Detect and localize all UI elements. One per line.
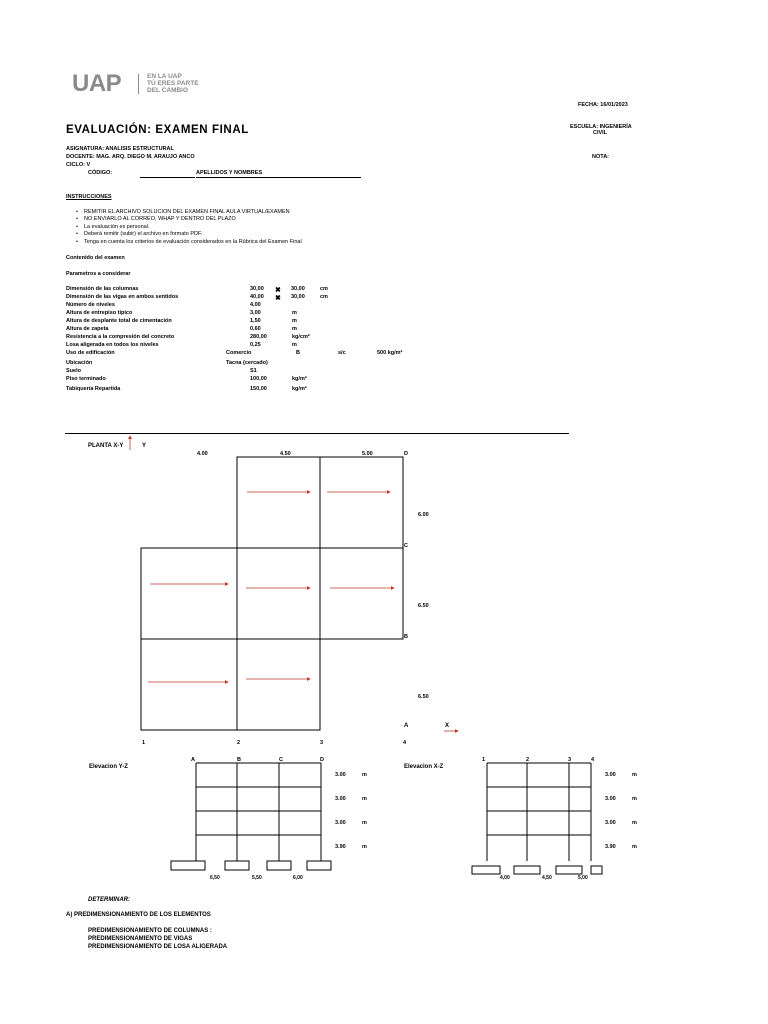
param-label: Tabiquería Repartida bbox=[66, 386, 121, 392]
story-height: 3.90 bbox=[605, 844, 616, 850]
task-item: PREDIMENSIONAMIENTO DE LOSA ALIGERADA bbox=[88, 944, 228, 950]
plan-bay bbox=[320, 548, 403, 639]
instruction-item: • REMITIR EL ARCHIVO SOLUCION DEL EXAMEN FINAL AULA VIRTUAL/EXAMEN bbox=[76, 209, 302, 216]
unit-label: m bbox=[362, 820, 367, 826]
elevation-yz-title: Elevacion Y-Z bbox=[89, 764, 128, 770]
story-height: 3.00 bbox=[335, 796, 346, 802]
code-field[interactable] bbox=[140, 177, 195, 178]
instruction-item: • NO ENVIARLO AL CORREO, WHAP Y DENTRO DEL PLAZO bbox=[76, 216, 302, 223]
times-icon: ✖ bbox=[275, 287, 281, 294]
dim-top-1: 4.00 bbox=[197, 451, 208, 457]
param-unit: kg/cm² bbox=[292, 334, 310, 340]
param-value: 40,00 bbox=[250, 294, 264, 300]
dim-top-3: 5.00 bbox=[362, 451, 373, 457]
y-axis-label: Y bbox=[142, 443, 147, 449]
task-item: PREDIMENSIONAMIENTO DE COLUMNAS : bbox=[88, 928, 212, 934]
x-axis-label: X bbox=[445, 723, 450, 729]
footing bbox=[267, 861, 291, 870]
times-icon: ✖ bbox=[275, 295, 281, 302]
exam-date: FECHA: 16/01/2023 bbox=[578, 102, 628, 108]
logo-divider bbox=[138, 74, 139, 94]
col-label-1: 1 bbox=[142, 740, 146, 746]
plan-bay bbox=[237, 457, 320, 548]
param-label: Ubicación bbox=[66, 360, 93, 366]
name-label: APELLIDOS Y NOMBRES bbox=[196, 170, 263, 176]
span-dim: 4,50 bbox=[542, 875, 552, 881]
param-unit: kg/m² bbox=[292, 386, 307, 392]
plan-xy-drawing bbox=[60, 430, 480, 750]
unit-label: m bbox=[632, 820, 637, 826]
elevation-xz-drawing bbox=[400, 752, 650, 882]
plan-bay bbox=[320, 457, 403, 548]
elev-yz-col-a: A bbox=[191, 757, 195, 763]
param-value: 150,00 bbox=[250, 386, 267, 392]
param-label: Altura de entrepiso típico bbox=[66, 310, 133, 316]
story-height: 3.00 bbox=[605, 772, 616, 778]
params-heading: Parametros a considerar bbox=[66, 271, 131, 277]
param-label: Piso terminado bbox=[66, 376, 106, 382]
param-label: Uso de edificación bbox=[66, 350, 115, 356]
instruction-item: • La evaluación es personal. bbox=[76, 224, 302, 231]
dim-right-1: 6.00 bbox=[418, 512, 429, 518]
param-label: Altura de desplante total de cimentación bbox=[66, 318, 172, 324]
footing bbox=[472, 866, 500, 874]
plan-bay bbox=[237, 639, 320, 730]
story-height: 3.00 bbox=[605, 820, 616, 826]
dim-right-2: 6.50 bbox=[418, 603, 429, 609]
param-value: 100,00 bbox=[250, 376, 267, 382]
elev-xz-col-3: 3 bbox=[568, 757, 572, 763]
param-value: 280,00 bbox=[250, 334, 267, 340]
param-value: 0,60 bbox=[250, 326, 261, 332]
param-unit: cm bbox=[320, 294, 328, 300]
unit-label: m bbox=[362, 772, 367, 778]
col-label-3: 3 bbox=[320, 740, 324, 746]
row-label-c: C bbox=[404, 543, 408, 549]
elev-xz-col-2: 2 bbox=[526, 757, 530, 763]
footing bbox=[225, 861, 249, 870]
story-height: 3.00 bbox=[335, 772, 346, 778]
param-label: Dimensión de las columnas bbox=[66, 286, 139, 292]
footing bbox=[514, 866, 540, 874]
param-unit: m bbox=[292, 310, 297, 316]
span-dim: 6,00 bbox=[293, 875, 303, 881]
instruction-item: • Tenga en cuenta los criterios de evaluación considerados en la Rúbrica del Examen Final bbox=[76, 239, 302, 246]
plan-title: PLANTA X-Y bbox=[88, 443, 124, 449]
story-height: 3.00 bbox=[335, 820, 346, 826]
span-dim: 6,50 bbox=[210, 875, 220, 881]
footing bbox=[556, 866, 582, 874]
param-value-2: 30,00 bbox=[291, 294, 305, 300]
param-value: 3,00 bbox=[250, 310, 261, 316]
param-value: 30,00 bbox=[250, 286, 264, 292]
row-label-b: B bbox=[404, 634, 408, 640]
school-label: ESCUELA: INGENIERÍA CIVIL bbox=[570, 124, 632, 136]
instructions-list bbox=[76, 209, 302, 246]
determine-label: DETERMINAR: bbox=[88, 897, 130, 903]
row-label-d: D bbox=[404, 451, 408, 457]
param-value-2: 30,00 bbox=[291, 286, 305, 292]
param-unit: kg/m² bbox=[292, 376, 307, 382]
story-height: 3.90 bbox=[335, 844, 346, 850]
param-unit: cm bbox=[320, 286, 328, 292]
dim-top-2: 4.50 bbox=[280, 451, 291, 457]
param-value: S1 bbox=[250, 368, 257, 374]
param-unit: m bbox=[292, 342, 297, 348]
elev-xz-col-4: 4 bbox=[591, 757, 595, 763]
unit-label: m bbox=[362, 796, 367, 802]
span-dim: 4,00 bbox=[500, 875, 510, 881]
param-unit: m bbox=[292, 326, 297, 332]
elev-xz-col-1: 1 bbox=[482, 757, 486, 763]
param-label: Altura de zapeta bbox=[66, 326, 109, 332]
name-field[interactable] bbox=[196, 177, 361, 178]
param-label: Resistencia a la compresión del concreto bbox=[66, 334, 175, 340]
param-live-load-label: s/c bbox=[338, 350, 346, 356]
course-line: ASIGNATURA: ANALISIS ESTRUCTURAL bbox=[66, 146, 174, 152]
param-unit: m bbox=[292, 318, 297, 324]
elevation-yz-drawing bbox=[85, 752, 385, 882]
param-label: Número de niveles bbox=[66, 302, 115, 308]
plan-bay bbox=[237, 548, 320, 639]
row-label-a: A bbox=[404, 723, 409, 729]
page-title: EVALUACIÓN: EXAMEN FINAL bbox=[66, 124, 249, 136]
instructions-heading: INSTRUCCIONES bbox=[66, 194, 112, 200]
param-value: 4,00 bbox=[250, 302, 261, 308]
teacher-line: DOCENTE: MAG. ARQ. DIEGO M. ARAUJO ANCO bbox=[66, 154, 195, 160]
instruction-item: • Deberá remitir (subir) el archivo en formato PDF. bbox=[76, 231, 302, 238]
col-label-4: 4 bbox=[403, 740, 407, 746]
elev-yz-col-d: D bbox=[320, 757, 324, 763]
col-label-2: 2 bbox=[237, 740, 241, 746]
dim-right-3: 6.50 bbox=[418, 694, 429, 700]
footing bbox=[171, 861, 205, 870]
section-a-heading: A) PREDIMENSIONAMIENTO DE LOS ELEMENTOS bbox=[66, 912, 211, 918]
unit-label: m bbox=[632, 796, 637, 802]
elev-yz-col-c: C bbox=[279, 757, 283, 763]
cycle-line: CICLO: V bbox=[66, 162, 91, 168]
elev-yz-col-b: B bbox=[237, 757, 241, 763]
logo-tagline: EN LA UAP TÚ ERES PARTE DEL CAMBIO bbox=[147, 73, 199, 94]
footing bbox=[307, 861, 331, 870]
elevation-xz-title: Elevacion X-Z bbox=[404, 764, 444, 770]
param-label: Losa aligerada en todos los niveles bbox=[66, 342, 159, 348]
param-unit: 500 kg/m² bbox=[377, 350, 403, 356]
param-value: 1,50 bbox=[250, 318, 261, 324]
span-dim: 5,50 bbox=[252, 875, 262, 881]
unit-label: m bbox=[632, 844, 637, 850]
uap-logo: UAP bbox=[72, 70, 122, 97]
unit-label: m bbox=[632, 772, 637, 778]
param-label: Dimensión de las vigas en ambos sentidos bbox=[66, 294, 179, 300]
span-dim: 5,00 bbox=[578, 875, 588, 881]
param-label: Suelo bbox=[66, 368, 81, 374]
param-value: Tacna (cercado) bbox=[226, 360, 268, 366]
param-category: B bbox=[296, 350, 300, 356]
param-value: 0,25 bbox=[250, 342, 261, 348]
plan-bay bbox=[141, 639, 237, 730]
param-value: Comercio bbox=[226, 350, 252, 356]
task-item: PREDIMENSIONAMIENTO DE VIGAS bbox=[88, 936, 193, 942]
unit-label: m bbox=[362, 844, 367, 850]
content-label: Contenido del examen bbox=[66, 255, 125, 261]
plan-bay bbox=[141, 548, 237, 639]
grade-label: NOTA: bbox=[592, 154, 610, 160]
code-label: CÓDIGO: bbox=[88, 170, 113, 176]
footing bbox=[591, 866, 602, 874]
story-height: 3.00 bbox=[605, 796, 616, 802]
